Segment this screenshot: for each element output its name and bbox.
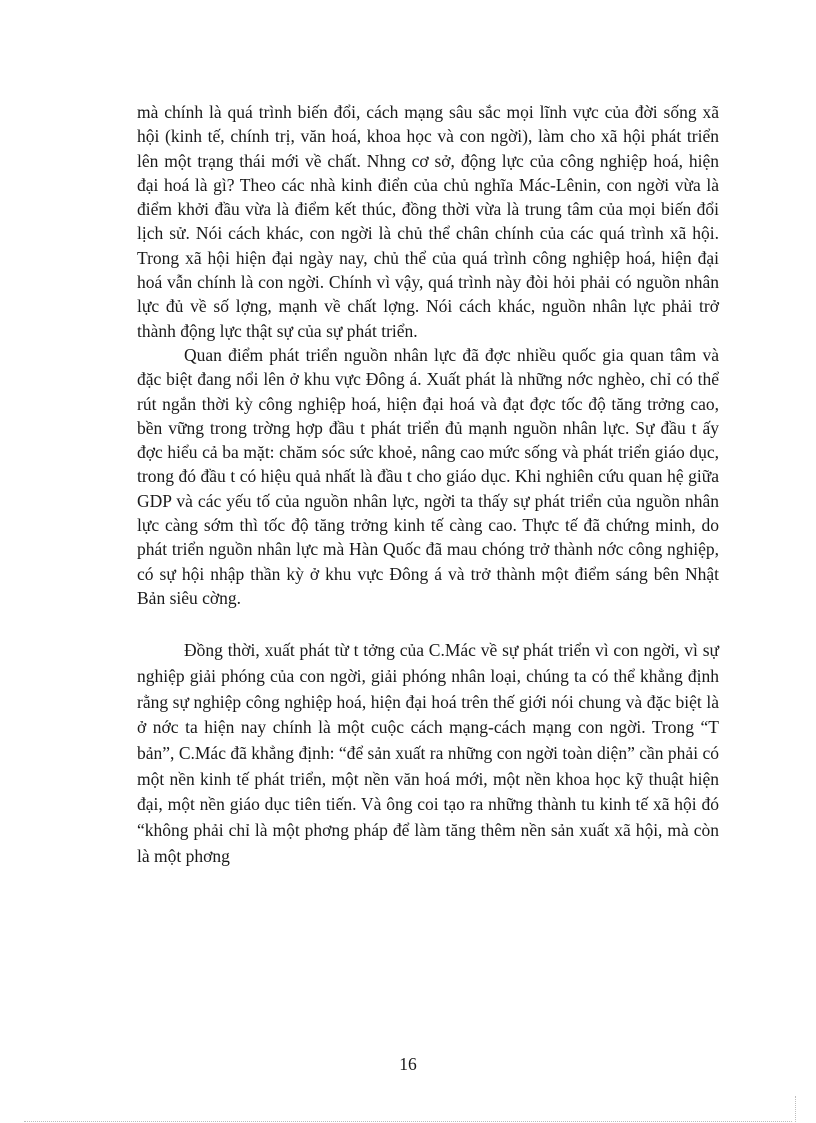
paragraph-1: mà chính là quá trình biến đổi, cách mạng sâu sắc mọi lĩnh vực của đời sống xã hội (kinh tế, chính trị, văn hoá, khoa học và con ngời), làm cho xã hội phát triển lên một trạng thái mới về chất. Nhng cơ sở, động lực của công nghiệp hoá, hiện đại hoá là gì? Theo các nhà kinh điển của chủ nghĩa Mác-Lênin, con ngời vừa là điểm khởi đầu vừa là điểm kết thúc, đồng thời vừa là trung tâm của mọi biến đổi lịch sử. Nói cách khác, con ngời là chủ thể chân chính của các quá trình xã hội. Trong xã hội hiện đại ngày nay, chủ thể của quá trình công nghiệp hoá, hiện đại hoá vẫn chính là con ngời. Chính vì vậy, quá trình này đòi hỏi phải có nguồn nhân lực đủ về số lợng, mạnh về chất lợng. Nói cách khác, nguồn nhân lực phải trở thành động lực thật sự của sự phát triển. <box>137 102 719 341</box>
page-body <box>137 100 719 870</box>
paragraph-3: Đồng thời, xuất phát từ t tởng của C.Mác về sự phát triển vì con ngời, vì sự nghiệp giải phóng của con ngời, giải phóng nhân loại, chúng ta có thể khẳng định rằng sự nghiệp công nghiệp hoá, hiện đại hoá trên thế giới nói chung và đặc biệt là ở nớc ta hiện nay chính là một cuộc cách mạng-cách mạng con ngời. Trong “T bản”, C.Mác đã khẳng định: “để sản xuất ra những con ngời toàn diện” cần phải có một nền kinh tế phát triển, một nền văn hoá mới, một nền khoa học kỹ thuật hiện đại, một nền giáo dục tiên tiến. Và ông coi tạo ra những thành tu kinh tế xã hội đó “không phải chỉ là một phơng pháp để làm tăng thêm nền sản xuất xã hội, mà còn là một phơng <box>137 640 719 866</box>
page-bottom-border <box>24 1121 792 1122</box>
page-corner-border <box>795 1096 796 1122</box>
page-number: 16 <box>399 1054 417 1074</box>
paragraph-2: Quan điểm phát triển nguồn nhân lực đã đợc nhiều quốc gia quan tâm và đặc biệt đang nổi lên ở khu vực Đông á. Xuất phát là những nớc nghèo, chỉ có thể rút ngắn thời kỳ công nghiệp hoá, hiện đại hoá và đạt đợc tốc độ tăng trởng cao, bền vững trong trờng hợp đầu t phát triển đủ mạnh nguồn nhân lực. Sự đầu t ấy đợc hiểu cả ba mặt: chăm sóc sức khoẻ, nâng cao mức sống và phát triển giáo dục, trong đó đầu t có hiệu quả nhất là đầu t cho giáo dục. Khi nghiên cứu quan hệ giữa GDP và các yếu tố của nguồn nhân lực, ngời ta thấy sự phát triển của nguồn nhân lực càng sớm thì tốc độ tăng trởng kinh tế càng cao. Thực tế đã chứng minh, do phát triển nguồn nhân lực mà Hàn Quốc đã mau chóng trở thành nớc công nghiệp, có sự hội nhập thần kỳ ở khu vực Đông á và trở thành một điểm sáng bên Nhật Bản siêu cờng. <box>137 344 719 608</box>
